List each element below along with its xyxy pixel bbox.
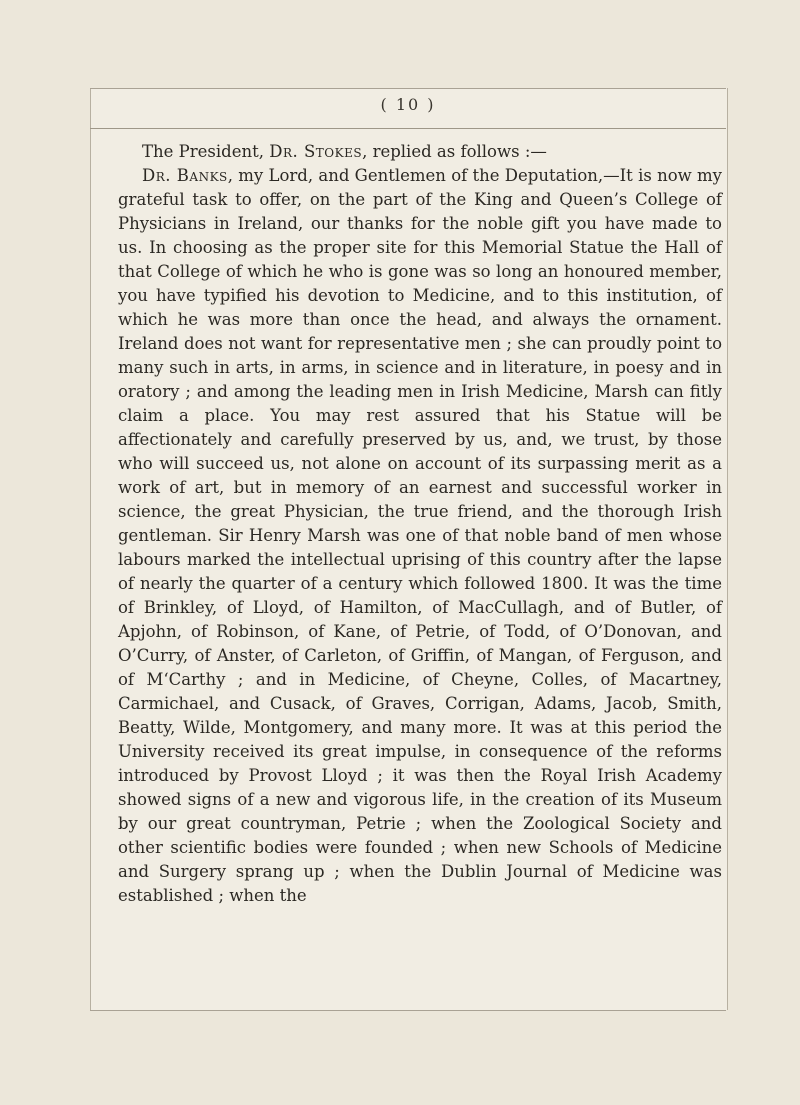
speaker-name: Dr. Stokes: [269, 142, 363, 161]
intro-prefix: The President,: [142, 142, 270, 161]
intro-line: [118, 140, 722, 164]
page-body: [118, 140, 722, 908]
speech-paragraph: [118, 164, 722, 908]
header-rule: [90, 128, 726, 129]
intro-suffix: , replied as follows :—: [362, 142, 547, 161]
addressee-name: Dr. Banks: [142, 166, 228, 185]
page-number: ( 10 ): [380, 95, 436, 114]
top-rule: [90, 88, 726, 89]
speech-text: , my Lord, and Gentlemen of the Deputation,—It is now my grateful task to offer, on the part of the King and Queen’s College of Physicians in Ireland, our thanks for the noble gift you have made to us. In choosing as the proper site for this Memorial Statue the Hall of that College of which he who is gone was so long an honoured member, you have typified his devotion to Medicine, and to this institution, of which he was more than once the head, and always the ornament. Ireland does not want for representative men ; she can proudly point to many such in arts, in arms, in science and in literature, in poesy and in oratory ; and among the leading men in Irish Medicine, Marsh can fitly claim a place. You may rest assured that his Statue will be affectionately and carefully preserved by us, and, we trust, by those who will succeed us, not alone on account of its surpassing merit as a work of art, but in memory of an earnest and successful worker in science, the great Physician, the true friend, and the thorough Irish gentleman. Sir Henry Marsh was one of that noble band of men whose labours marked the intellectual uprising of this country after the lapse of nearly the quarter of a century which followed 1800. It was the time of Brinkley, of Lloyd, of Hamilton, of MacCullagh, and of Butler, of Apjohn, of Robinson, of Kane, of Petrie, of Todd, of O’Donovan, and O’Curry, of Anster, of Carleton, of Griffin, of Mangan, of Ferguson, and of M‘Carthy ; and in Medicine, of Cheyne, Colles, of Macartney, Carmichael, and Cusack, of Graves, Corrigan, Adams, Jacob, Smith, Beatty, Wilde, Montgomery, and many more. It was at this period the University received its great impulse, in consequence of the reforms introduced by Provost Lloyd ; it was then the Royal Irish Academy showed signs of a new and vigorous life, in the creation of its Museum by our great countryman, Petrie ; when the Zoological Society and other scientific bodies were founded ; when new Schools of Medicine and Surgery sprang up ; when the Dublin Journal of Medicine was established ; when the: [118, 166, 723, 905]
bottom-rule: [90, 1010, 726, 1011]
